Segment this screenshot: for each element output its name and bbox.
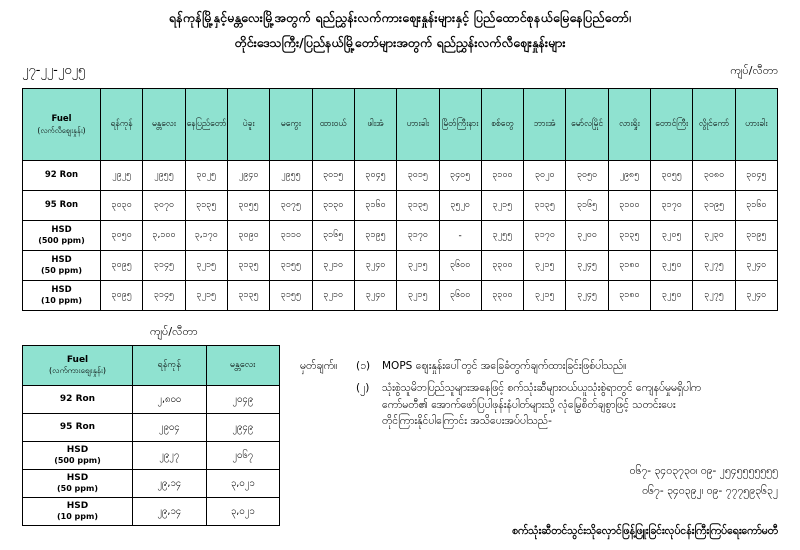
price-cell: ၃၀၂၀ bbox=[524, 161, 566, 191]
price-cell: ၂၉၈၅ bbox=[608, 161, 650, 191]
column-header-city: ရန်ကုန် bbox=[101, 89, 143, 161]
price-cell: ၃၀၉၅ bbox=[101, 251, 143, 281]
fuel-header-line-2: (လက်ကားဈေးနှုန်း) bbox=[48, 365, 107, 375]
price-cell: ၃၂၄၅ bbox=[566, 281, 608, 311]
price-cell: ၃၁၁၀ bbox=[270, 221, 312, 251]
price-cell: ၃,၀၂၁ bbox=[206, 498, 280, 526]
price-cell: ၃၂၁၅ bbox=[185, 251, 227, 281]
phone-line: ၀၆၇- ၃၄၀၃၉၂၊ ၀၉- ၇၇၇၅၉၃၆၃၂ bbox=[642, 484, 778, 497]
price-cell: ၃၁၉၅ bbox=[735, 221, 777, 251]
row-label bbox=[23, 470, 133, 498]
price-cell: ၃၁၈၀ bbox=[608, 251, 650, 281]
price-cell: ၃၂၄၀ bbox=[354, 251, 396, 281]
price-cell: ၃၂၅၀ bbox=[651, 281, 693, 311]
table-row bbox=[23, 386, 280, 414]
table-row bbox=[23, 221, 778, 251]
row-label-text: HSD bbox=[66, 472, 89, 483]
price-cell: ၃၁၆၅ bbox=[312, 221, 354, 251]
row-label-sub: (50 ppm) bbox=[40, 265, 83, 275]
retail-table-body bbox=[23, 161, 778, 311]
price-cell: ၃၆၀၀ bbox=[439, 281, 481, 311]
column-header-city: ဘားအံ bbox=[524, 89, 566, 161]
price-cell: ၃၁၅၅ bbox=[270, 281, 312, 311]
row-label bbox=[23, 442, 133, 470]
column-header-city: နေပြည်တော် bbox=[185, 89, 227, 161]
row-label bbox=[23, 498, 133, 526]
price-cell: ၃၁၃၅ bbox=[185, 191, 227, 221]
price-cell: ၃၂၁၅ bbox=[481, 191, 523, 221]
price-cell: ၃၁၆၅ bbox=[566, 191, 608, 221]
table-header-row bbox=[23, 89, 778, 161]
row-label-text: 95 Ron bbox=[59, 421, 96, 432]
price-cell: ၂၉၄၀ bbox=[227, 161, 269, 191]
row-label-text: 95 Ron bbox=[44, 199, 79, 210]
price-cell: ၃၂၄၀ bbox=[735, 281, 777, 311]
price-cell: ၃၄၀၅ bbox=[439, 161, 481, 191]
row-label bbox=[23, 281, 101, 311]
table-row bbox=[23, 414, 280, 442]
column-header-city: လွိုင်ကော် bbox=[693, 89, 735, 161]
column-header-city: စစ်တွေ bbox=[481, 89, 523, 161]
row-label-text: HSD bbox=[66, 444, 89, 455]
row-label-text: 92 Ron bbox=[44, 169, 79, 180]
note-item bbox=[300, 380, 780, 429]
row-label-sub: (500 ppm) bbox=[38, 235, 85, 245]
note-line: တိုင်ကြားနိုင်ပါကြောင်း အသိပေးအပ်ပါသည်- bbox=[382, 414, 552, 427]
retail-price-table bbox=[22, 88, 778, 311]
price-cell: ၃၃၀၀ bbox=[481, 281, 523, 311]
row-label-text: HSD bbox=[66, 500, 89, 511]
price-cell: ၂၉၂၅ bbox=[101, 161, 143, 191]
price-cell: ၃၁၉၅ bbox=[354, 221, 396, 251]
price-cell: ၃၂၁၅ bbox=[397, 251, 439, 281]
price-cell: ၂၉၅၅ bbox=[143, 161, 185, 191]
row-label-text: 92 Ron bbox=[59, 393, 96, 404]
row-label-sub: (500 ppm) bbox=[54, 456, 101, 466]
row-label-sub: (10 ppm) bbox=[56, 512, 99, 522]
row-label bbox=[23, 251, 101, 281]
price-cell: ၂၀၄၉ bbox=[206, 386, 280, 414]
column-header-city: ဖါးအံ bbox=[354, 89, 396, 161]
document-header bbox=[0, 0, 800, 54]
column-header-city: ထားဝယ် bbox=[312, 89, 354, 161]
price-cell: ၂၉၀၄ bbox=[133, 414, 207, 442]
price-cell: ၃၁၃၅ bbox=[227, 281, 269, 311]
column-header-city: မြိတ်ကြီးနား bbox=[439, 89, 481, 161]
unit-label-retail: ကျပ်/လီတာ bbox=[730, 64, 778, 77]
notes-heading: မှတ်ချက်။ bbox=[300, 360, 338, 372]
column-header-city: မကွေး bbox=[270, 89, 312, 161]
date-and-unit-row bbox=[0, 62, 800, 82]
price-cell: ၃၂၃၀ bbox=[693, 221, 735, 251]
row-label bbox=[23, 161, 101, 191]
price-cell: ၃၁၃၅ bbox=[397, 191, 439, 221]
price-cell: ၃၁၅၅ bbox=[270, 251, 312, 281]
price-cell: ၃၁၈၀ bbox=[608, 281, 650, 311]
note-text bbox=[382, 358, 780, 374]
price-cell: ၃၀၈၀ bbox=[693, 161, 735, 191]
price-cell: ၃၀၅၀ bbox=[566, 161, 608, 191]
unit-label-wholesale: ကျပ်/လီတာ bbox=[150, 325, 198, 338]
price-cell: ၃,၁၇၀ bbox=[185, 221, 227, 251]
footer-committee-name: စက်သုံးဆီတင်သွင်းသိုလှောင်ဖြန့်ဖြူးခြင်းလုပ်ငန်းကြီးကြပ်ရေးကော်မတီ bbox=[512, 525, 778, 537]
price-cell: ၃၁၃၅ bbox=[608, 221, 650, 251]
column-header-city: တောင်ကြီး bbox=[651, 89, 693, 161]
price-cell: ၃၀၃၀ bbox=[101, 191, 143, 221]
column-header-city: ရန်ကုန် bbox=[133, 346, 207, 386]
contact-phone-numbers bbox=[630, 462, 778, 502]
row-label bbox=[23, 221, 101, 251]
table-row bbox=[23, 191, 778, 221]
column-header-city: လားရှိုး bbox=[608, 89, 650, 161]
price-cell: ၃၁၃၀ bbox=[312, 191, 354, 221]
price-cell: ၃၁၆၀ bbox=[735, 191, 777, 221]
column-header-city: ပဲခူး bbox=[227, 89, 269, 161]
fuel-header-line-2: (လက်လီဈေးနှုန်း) bbox=[37, 126, 86, 136]
price-cell: ၃၁၃၅ bbox=[524, 191, 566, 221]
note-number: (၂) bbox=[356, 382, 370, 395]
price-cell: ၃၀၅၅ bbox=[227, 191, 269, 221]
note-spacer bbox=[300, 380, 356, 429]
price-cell: ၃၁၀၀ bbox=[608, 191, 650, 221]
row-label bbox=[23, 386, 133, 414]
page-title-line-2: တိုင်းဒေသကြီး/ပြည်နယ်မြို့တော်များအတွက် ရည်ညွှန်းလက်လီဈေးနှုန်းများ bbox=[234, 35, 566, 50]
row-label-text: HSD bbox=[51, 284, 72, 295]
price-cell: ၃၁၆၀ bbox=[354, 191, 396, 221]
wholesale-price-table bbox=[22, 345, 280, 526]
column-header-city: မန္တလေး bbox=[143, 89, 185, 161]
price-cell: ၃၂၁၅ bbox=[185, 281, 227, 311]
price-cell: ၃၀၉၀ bbox=[227, 221, 269, 251]
price-cell: ၃၁၉၅ bbox=[693, 191, 735, 221]
fuel-header-line-1: Fuel bbox=[66, 354, 89, 365]
column-header-city: မော်လမြိုင် bbox=[566, 89, 608, 161]
price-cell: ၃၀၇၅ bbox=[270, 191, 312, 221]
table-row bbox=[23, 442, 280, 470]
price-cell: ၃၀၁၅ bbox=[397, 161, 439, 191]
column-header-city: ဟားခါး bbox=[397, 89, 439, 161]
row-label-text: HSD bbox=[51, 254, 72, 265]
price-cell: ၃၀၅၅ bbox=[651, 161, 693, 191]
price-cell: ၃၂၅၀ bbox=[651, 251, 693, 281]
price-cell: ၃၁၀၀ bbox=[481, 161, 523, 191]
price-cell: ၃၀၄၅ bbox=[354, 161, 396, 191]
price-cell: ၃၂၄၀ bbox=[354, 281, 396, 311]
note-text bbox=[382, 380, 780, 429]
price-cell: ၃၂၇၅ bbox=[693, 281, 735, 311]
price-cell: ၃၂၀၅ bbox=[651, 221, 693, 251]
phone-line: ၀၆၇- ၃၄၀၃၇၃၀၊ ၀၉- ၂၅၄၅၅၅၅၅၅၅ bbox=[629, 465, 778, 477]
price-cell: ၃၁၄၅ bbox=[143, 251, 185, 281]
note-line: သုံးစွဲသူမိဘပြည်သူများအနေဖြင့် စက်သုံးဆီများဝယ်ယူသုံးစွဲရာတွင် ကျေနပ်မှုမရှိပါက bbox=[382, 382, 702, 395]
price-cell: ၂၉,၁၄ bbox=[133, 470, 207, 498]
price-cell: ၃၅၂၀ bbox=[439, 191, 481, 221]
row-label bbox=[23, 414, 133, 442]
price-cell: ၂၉,၁၄ bbox=[133, 498, 207, 526]
note-line: MOPS ဈေးနှုန်းပေါ်တွင် အခြေခံတွက်ချက်ထားခြင်းဖြစ်ပါသည်။ bbox=[382, 360, 627, 372]
price-cell: ၃၂၄၀ bbox=[735, 251, 777, 281]
table-row bbox=[23, 470, 280, 498]
price-cell: ၃၂၁၀ bbox=[312, 281, 354, 311]
fuel-header-line-1: Fuel bbox=[51, 113, 72, 124]
table-header-row bbox=[23, 346, 280, 386]
table-row bbox=[23, 498, 280, 526]
price-cell: ၂၉၂၇ bbox=[133, 442, 207, 470]
column-header-city: ဟားခါး bbox=[735, 89, 777, 161]
table-row bbox=[23, 251, 778, 281]
price-cell: ၃၂၄၅ bbox=[566, 251, 608, 281]
column-header-city: မန္တလေး bbox=[206, 346, 280, 386]
row-label bbox=[23, 191, 101, 221]
price-cell: ၃၀၄၅ bbox=[735, 161, 777, 191]
note-line: ကော်မတီ၏ အောက်ဖော်ပြပါဖုန်းနံပါတ်များသို့ လုံမြွေစိတ်ချစွာဖြင့် သတင်းပေး bbox=[382, 398, 676, 411]
column-header-fuel bbox=[23, 89, 101, 161]
price-cell: ၃၁၄၅ bbox=[143, 281, 185, 311]
price-cell: ၃၀၁၅ bbox=[312, 161, 354, 191]
price-cell: ၃၂၀၀ bbox=[566, 221, 608, 251]
price-cell: ၃၁၇၀ bbox=[524, 221, 566, 251]
column-header-fuel bbox=[23, 346, 133, 386]
price-cell: ၂၀၆၇ bbox=[206, 442, 280, 470]
price-cell: ၃၆၀၀ bbox=[439, 251, 481, 281]
price-cell: ၂,၈၀၀ bbox=[133, 386, 207, 414]
price-cell: ၂၉၄၉ bbox=[206, 414, 280, 442]
row-label-sub: (10 ppm) bbox=[40, 295, 83, 305]
price-cell: ၃၀၂၅ bbox=[185, 161, 227, 191]
price-cell: ၃,၀၂၁ bbox=[206, 470, 280, 498]
price-cell: ၃၂၁၅ bbox=[524, 281, 566, 311]
table-row bbox=[23, 161, 778, 191]
price-cell: ၂၉၅၅ bbox=[270, 161, 312, 191]
price-cell: ၃၂၇၅ bbox=[693, 251, 735, 281]
price-cell: ၃၂၁၀ bbox=[312, 251, 354, 281]
row-label-text: HSD bbox=[51, 224, 72, 235]
wholesale-table-body bbox=[23, 386, 280, 526]
price-cell: ၃၁၇၀ bbox=[651, 191, 693, 221]
price-cell: ၃၀၅၀ bbox=[101, 221, 143, 251]
price-cell: ၃၁၇၀ bbox=[397, 221, 439, 251]
price-cell: ၃,၁၀၀ bbox=[143, 221, 185, 251]
price-cell: ၃၂၁၅ bbox=[397, 281, 439, 311]
price-cell: ၃၁၃၅ bbox=[227, 251, 269, 281]
wholesale-table-head bbox=[23, 346, 280, 386]
price-cell: ၃၀၉၅ bbox=[101, 281, 143, 311]
notes-section bbox=[300, 358, 780, 435]
report-date: ၂၇-၂၂-၂၀၂၅ bbox=[22, 63, 86, 78]
row-label-sub: (50 ppm) bbox=[56, 484, 99, 494]
price-cell: ၃၂၅၅ bbox=[481, 221, 523, 251]
price-cell: ၃၃၀၀ bbox=[481, 251, 523, 281]
note-item bbox=[300, 358, 780, 374]
retail-table-head bbox=[23, 89, 778, 161]
price-cell: ၃၂၁၅ bbox=[524, 251, 566, 281]
table-row bbox=[23, 281, 778, 311]
page-title-line-1: ရန်ကုန်မြို့နှင့်မန္တလေးမြို့အတွက် ရည်ညွှန်းလက်ကားဈေးနှုန်းများနှင့် ပြည်ထောင်စုနယ်မြေနေပြည်တော်၊ bbox=[168, 10, 632, 25]
price-cell: ၃၀၇၀ bbox=[143, 191, 185, 221]
note-number: (၁) bbox=[356, 360, 371, 372]
price-cell: - bbox=[439, 221, 481, 251]
